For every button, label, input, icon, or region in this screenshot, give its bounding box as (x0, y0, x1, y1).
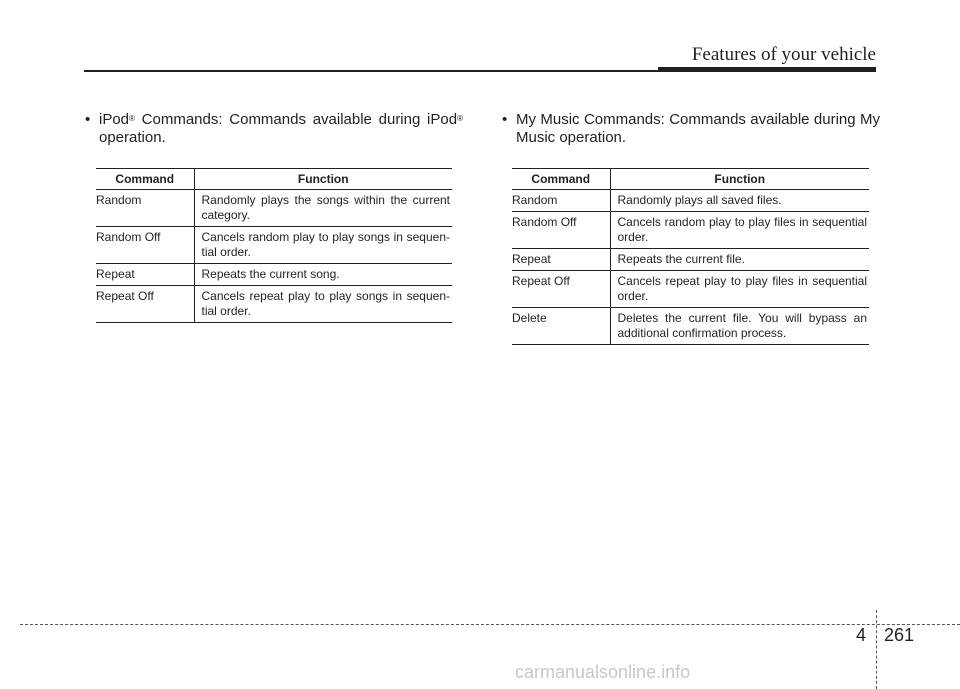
ipod-intro-text (85, 111, 463, 147)
table-row (512, 190, 869, 212)
my-music-commands-intro (502, 111, 880, 147)
footer-rule (20, 624, 960, 625)
command-cell: Repeat Off (512, 271, 610, 308)
column-header-command: Command (96, 169, 194, 190)
command-cell: Delete (512, 308, 610, 345)
table-header-row (96, 169, 452, 190)
registered-mark: ® (129, 114, 135, 123)
table-row (512, 249, 869, 271)
table-row (96, 227, 452, 264)
function-cell: Randomly plays the songs within the current category. (194, 190, 452, 227)
function-cell: Cancels repeat play to play songs in sequen-tial order. (194, 286, 452, 323)
command-cell: Random (96, 190, 194, 227)
table-row (512, 271, 869, 308)
ipod-commands-intro (85, 111, 463, 147)
table-header-row (512, 169, 869, 190)
command-cell: Repeat Off (96, 286, 194, 323)
command-cell: Random (512, 190, 610, 212)
intro-text-part: Commands: Commands available during iPod (134, 111, 458, 128)
command-cell: Random Off (512, 212, 610, 249)
function-cell: Cancels random play to play files in sequential order. (610, 212, 869, 249)
table-row (96, 286, 452, 323)
function-cell: Repeats the current file. (610, 249, 869, 271)
header-rule-accent (658, 67, 876, 72)
intro-text-part: iPod (99, 111, 130, 128)
function-cell: Randomly plays all saved files. (610, 190, 869, 212)
table-row (96, 264, 452, 286)
my-music-commands-table (512, 168, 869, 345)
column-header-command: Command (512, 169, 610, 190)
command-cell: Repeat (96, 264, 194, 286)
my-music-intro-text: My Music Commands: Commands available during My Music operation. (516, 111, 880, 146)
column-header-function: Function (194, 169, 452, 190)
function-cell: Cancels random play to play songs in sequen-tial order. (194, 227, 452, 264)
function-cell: Cancels repeat play to play files in sequential order. (610, 271, 869, 308)
command-cell: Random Off (96, 227, 194, 264)
bullet: • (85, 111, 91, 128)
table-row (512, 212, 869, 249)
watermark: carmanualsonline.info (515, 662, 691, 682)
intro-text-part: operation. (99, 129, 166, 146)
function-cell: Deletes the current file. You will bypass an additional confirmation process. (610, 308, 869, 345)
bullet: • (502, 111, 508, 128)
chapter-number: 4 (856, 625, 867, 645)
ipod-commands-table (96, 168, 452, 323)
page-header-title: Features of your vehicle (691, 44, 876, 65)
registered-mark: ® (457, 114, 463, 123)
table-row (512, 308, 869, 345)
command-cell: Repeat (512, 249, 610, 271)
function-cell: Repeats the current song. (194, 264, 452, 286)
page-number: 261 (884, 625, 915, 645)
column-header-function: Function (610, 169, 869, 190)
table-row (96, 190, 452, 227)
footer-divider (876, 610, 877, 689)
